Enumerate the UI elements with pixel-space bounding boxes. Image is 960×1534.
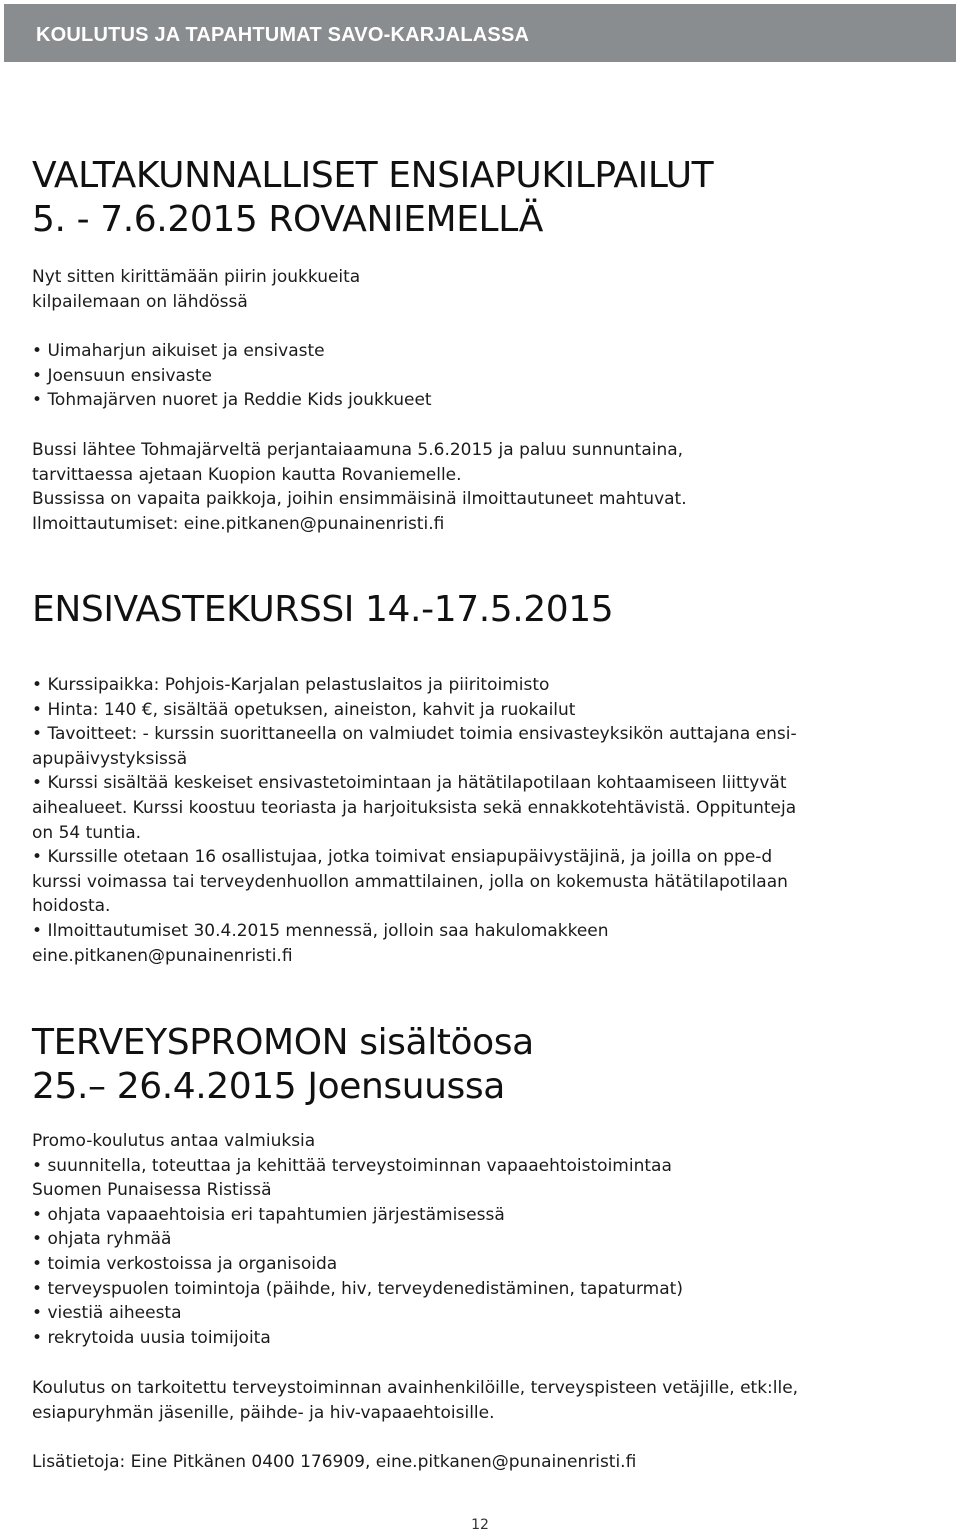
section3-target (32, 1376, 912, 1425)
list-item: • Tavoitteet: - kurssin suorittaneella on valmiudet toimia ensivasteyksikön auttajana ensi- (32, 722, 912, 747)
list-item: • ohjata ryhmää (32, 1227, 912, 1252)
list-item: • Uimaharjun aikuiset ja ensivaste (32, 339, 912, 364)
list-item: • Ilmoittautumiset 30.4.2015 mennessä, jolloin saa hakulomakkeen (32, 919, 912, 944)
list-item: • Joensuun ensivaste (32, 364, 912, 389)
section2-list (32, 673, 912, 968)
intro-line: kilpailemaan on lähdössä (32, 291, 248, 312)
list-item: • Kurssille otetaan 16 osallistujaa, jotka toimivat ensiapupäivystäjinä, ja joilla on ppe-d (32, 845, 912, 870)
list-item: • Hinta: 140 €, sisältää opetuksen, aineiston, kahvit ja ruokailut (32, 698, 912, 723)
target-line: Koulutus on tarkoitettu terveystoiminnan avainhenkilöille, terveyspisteen vetäjille, etk:lle, (32, 1378, 799, 1398)
section3-intro: Promo-koulutus antaa valmiuksia (32, 1131, 316, 1151)
section1-title-line1: VALTAKUNNALLISET ENSIAPUKILPAILUT (32, 155, 714, 196)
email-link[interactable]: eine.pitkanen@punainenristi.fi (32, 945, 293, 966)
section2-title: ENSIVASTEKURSSI 14.-17.5.2015 (32, 589, 614, 630)
info-email-line[interactable]: Ilmoittautumiset: eine.pitkanen@punainenristi.fi (32, 513, 445, 534)
list-item: • rekrytoida uusia toimijoita (32, 1326, 912, 1351)
header-title: KOULUTUS JA TAPAHTUMAT SAVO-KARJALASSA (36, 24, 530, 46)
list-item: • suunnitella, toteuttaa ja kehittää terveystoiminnan vapaaehtoistoimintaa (32, 1154, 912, 1179)
info-line: Bussissa on vapaita paikkoja, joihin ensimmäisinä ilmoittautuneet mahtuvat. (32, 489, 687, 510)
section3-contact (32, 1450, 912, 1475)
section1-team-list (32, 339, 912, 413)
info-line: tarvittaessa ajetaan Kuopion kautta Rovaniemelle. (32, 464, 462, 485)
section1-intro (32, 265, 912, 314)
target-line: esiapuryhmän jäsenille, päihde- ja hiv-vapaaehtoisille. (32, 1402, 495, 1423)
list-item: • viestiä aiheesta (32, 1301, 912, 1326)
list-item: • Tohmajärven nuoret ja Reddie Kids joukkueet (32, 388, 912, 413)
section3-title-line1: TERVEYSPROMON sisältöosa (32, 1022, 534, 1063)
list-item: • ohjata vapaaehtoisia eri tapahtumien järjestämisessä (32, 1203, 912, 1228)
list-item-continuation: kurssi voimassa tai terveydenhuollon ammattilainen, jolla on kokemusta hätätilapotilaan (32, 871, 788, 892)
list-item-continuation: hoidosta. (32, 896, 111, 917)
section1-info (32, 438, 912, 536)
contact-line[interactable]: Lisätietoja: Eine Pitkänen 0400 176909, eine.pitkanen@punainenristi.fi (32, 1452, 637, 1472)
header-band (4, 4, 956, 62)
list-item-continuation: Suomen Punaisessa Ristissä (32, 1180, 272, 1201)
info-line: Bussi lähtee Tohmajärveltä perjantaiaamuna 5.6.2015 ja paluu sunnuntaina, (32, 440, 684, 460)
intro-line: Nyt sitten kirittämään piirin joukkueita (32, 267, 361, 287)
list-item: • terveyspuolen toimintoja (päihde, hiv, terveydenedistäminen, tapaturmat) (32, 1277, 912, 1302)
list-item-continuation: on 54 tuntia. (32, 822, 142, 843)
page-number: 12 (471, 1517, 489, 1533)
list-item-continuation: apupäivystyksissä (32, 748, 188, 769)
section1-title-line2: 5. - 7.6.2015 ROVANIEMELLÄ (32, 199, 543, 240)
section3-list (32, 1129, 912, 1350)
list-item: • Kurssipaikka: Pohjois-Karjalan pelastuslaitos ja piiritoimisto (32, 673, 912, 698)
section3-title-line2: 25.– 26.4.2015 Joensuussa (32, 1066, 505, 1107)
list-item: • toimia verkostoissa ja organisoida (32, 1252, 912, 1277)
list-item: • Kurssi sisältää keskeiset ensivastetoimintaan ja hätätilapotilaan kohtaamiseen liittyvät (32, 771, 912, 796)
list-item-continuation: aihealueet. Kurssi koostuu teoriasta ja harjoituksista sekä ennakkotehtävistä. Oppitunteja (32, 797, 797, 818)
